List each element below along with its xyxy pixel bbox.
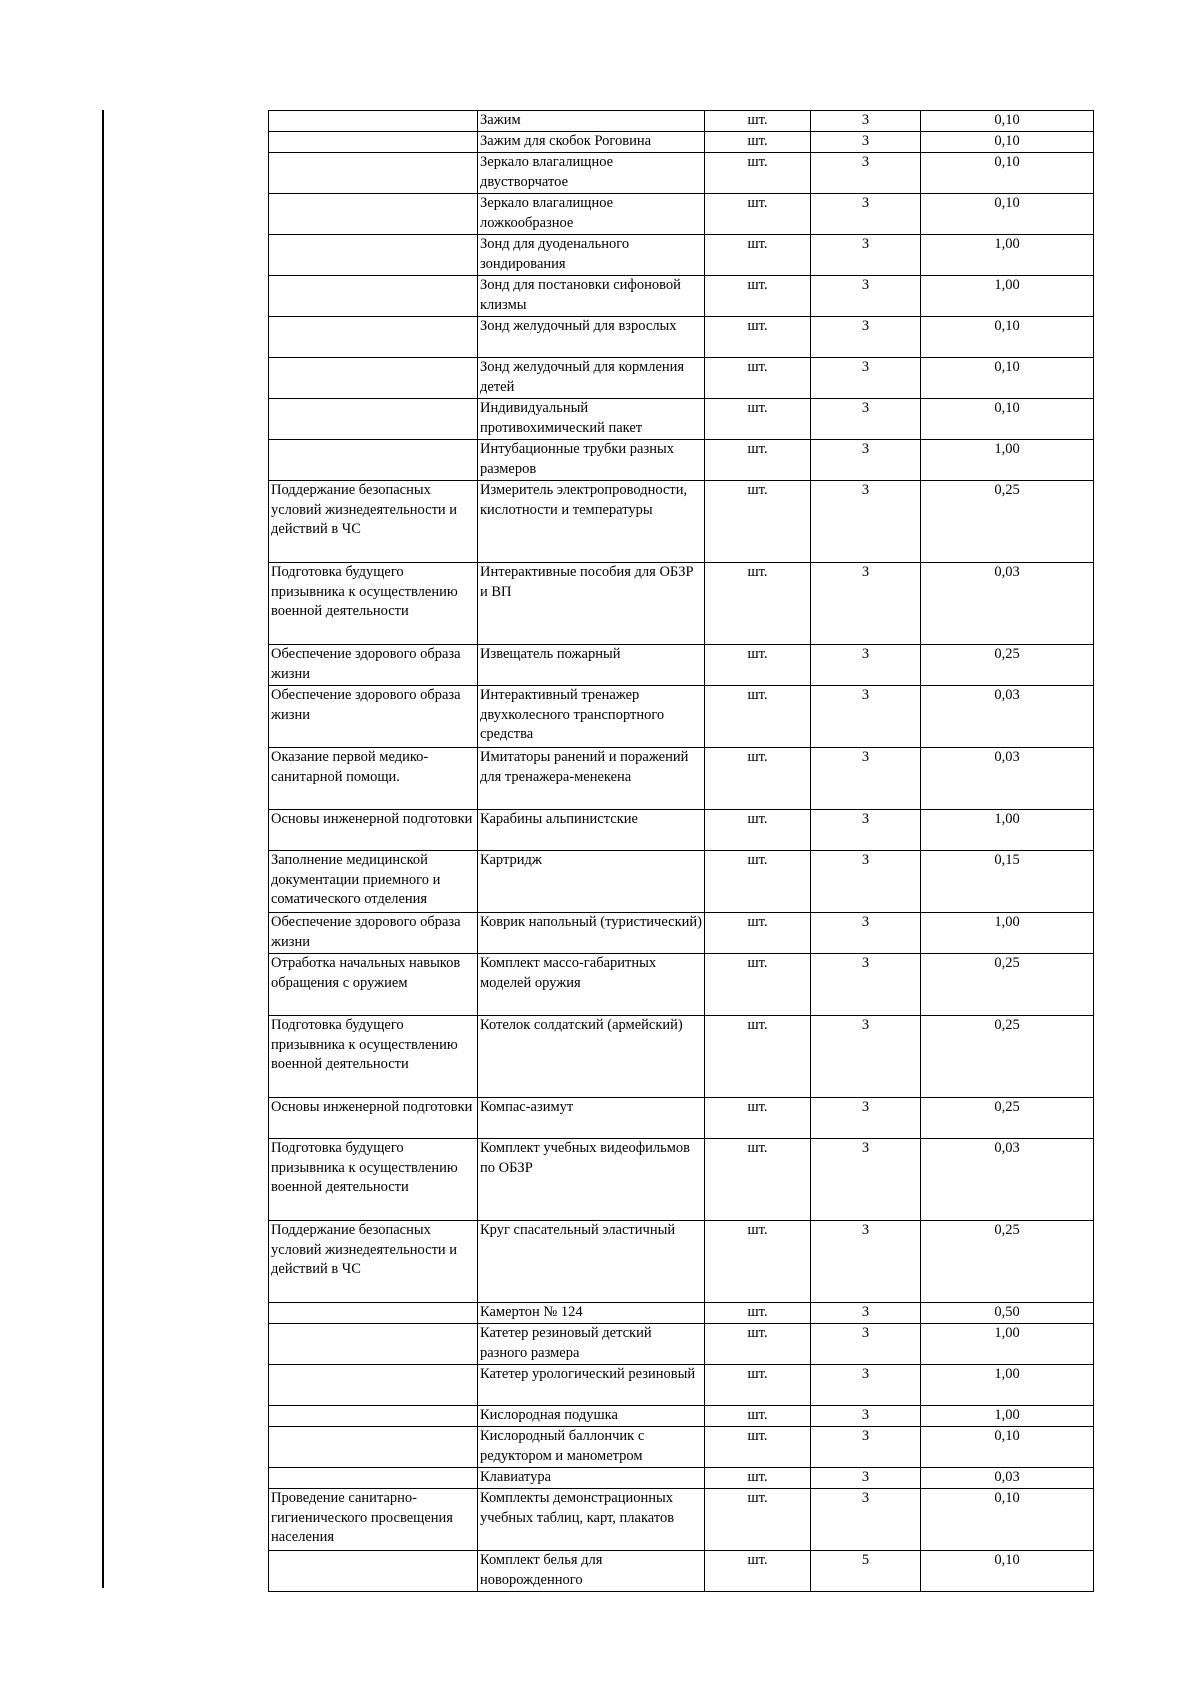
coefficient-cell: 0,03 [921,563,1094,645]
table-row [269,563,1094,645]
coefficient-cell: 0,25 [921,1098,1094,1139]
table-row [269,481,1094,563]
coefficient-cell: 0,10 [921,194,1094,235]
table-row [269,235,1094,276]
purpose-cell [269,317,478,358]
purpose-cell: Поддержание безопасных условий жизнедеятельности и действий в ЧС [269,481,478,563]
quantity-cell: 3 [811,1324,921,1365]
quantity-cell: 3 [811,1365,921,1406]
purpose-cell: Заполнение медицинской документации приемного и соматического отделения [269,851,478,913]
coefficient-cell: 1,00 [921,810,1094,851]
purpose-cell [269,153,478,194]
unit-cell: шт. [705,851,811,913]
coefficient-cell: 0,03 [921,686,1094,748]
item-name-cell: Интубационные трубки разных размеров [478,440,705,481]
coefficient-cell: 0,10 [921,399,1094,440]
unit-cell: шт. [705,1221,811,1303]
table-row [269,851,1094,913]
quantity-cell: 3 [811,810,921,851]
unit-cell: шт. [705,748,811,810]
coefficient-cell: 0,10 [921,132,1094,153]
coefficient-cell: 0,25 [921,1221,1094,1303]
quantity-cell: 3 [811,1427,921,1468]
unit-cell: шт. [705,153,811,194]
purpose-cell [269,111,478,132]
unit-cell: шт. [705,1303,811,1324]
unit-cell: шт. [705,1551,811,1592]
purpose-cell: Основы инженерной подготовки [269,810,478,851]
unit-cell: шт. [705,276,811,317]
coefficient-cell: 0,25 [921,481,1094,563]
unit-cell: шт. [705,317,811,358]
coefficient-cell: 1,00 [921,1406,1094,1427]
purpose-cell [269,440,478,481]
quantity-cell: 3 [811,399,921,440]
item-name-cell: Кислородная подушка [478,1406,705,1427]
purpose-cell [269,358,478,399]
item-name-cell: Зеркало влагалищное двустворчатое [478,153,705,194]
unit-cell: шт. [705,1324,811,1365]
coefficient-cell: 1,00 [921,276,1094,317]
coefficient-cell: 0,10 [921,111,1094,132]
item-name-cell: Коврик напольный (туристический) [478,913,705,954]
unit-cell: шт. [705,1468,811,1489]
item-name-cell: Комплекты демонстрационных учебных таблиц, карт, плакатов [478,1489,705,1551]
coefficient-cell: 0,10 [921,1427,1094,1468]
item-name-cell: Кислородный баллончик с редуктором и манометром [478,1427,705,1468]
item-name-cell: Имитаторы ранений и поражений для тренажера-менекена [478,748,705,810]
unit-cell: шт. [705,1489,811,1551]
coefficient-cell: 0,15 [921,851,1094,913]
margin-rule [102,110,104,1588]
table-row [269,1468,1094,1489]
unit-cell: шт. [705,913,811,954]
item-name-cell: Измеритель электропроводности, кислотности и температуры [478,481,705,563]
coefficient-cell: 0,25 [921,1016,1094,1098]
item-name-cell: Картридж [478,851,705,913]
coefficient-cell: 0,25 [921,645,1094,686]
quantity-cell: 3 [811,317,921,358]
unit-cell: шт. [705,194,811,235]
coefficient-cell: 0,03 [921,748,1094,810]
purpose-cell: Отработка начальных навыков обращения с оружием [269,954,478,1016]
item-name-cell: Камертон № 124 [478,1303,705,1324]
coefficient-cell: 0,25 [921,954,1094,1016]
purpose-cell [269,1365,478,1406]
unit-cell: шт. [705,1406,811,1427]
item-name-cell: Клавиатура [478,1468,705,1489]
purpose-cell: Подготовка будущего призывника к осуществлению военной деятельности [269,1139,478,1221]
table-row [269,1016,1094,1098]
item-name-cell: Комплект белья для новорожденного [478,1551,705,1592]
coefficient-cell: 0,10 [921,1489,1094,1551]
purpose-cell [269,235,478,276]
unit-cell: шт. [705,399,811,440]
unit-cell: шт. [705,1427,811,1468]
purpose-cell [269,1303,478,1324]
item-name-cell: Зеркало влагалищное ложкообразное [478,194,705,235]
purpose-cell [269,1551,478,1592]
coefficient-cell: 0,10 [921,317,1094,358]
table-row [269,645,1094,686]
table-row [269,317,1094,358]
unit-cell: шт. [705,686,811,748]
item-name-cell: Котелок солдатский (армейский) [478,1016,705,1098]
purpose-cell: Подготовка будущего призывника к осуществлению военной деятельности [269,1016,478,1098]
item-name-cell: Зонд для постановки сифоновой клизмы [478,276,705,317]
quantity-cell: 3 [811,1221,921,1303]
table-row [269,1098,1094,1139]
coefficient-cell: 0,03 [921,1468,1094,1489]
equipment-table-body [269,111,1094,1592]
quantity-cell: 3 [811,1139,921,1221]
unit-cell: шт. [705,358,811,399]
table-row [269,1324,1094,1365]
table-row [269,1551,1094,1592]
item-name-cell: Зонд желудочный для кормления детей [478,358,705,399]
purpose-cell [269,1406,478,1427]
coefficient-cell: 1,00 [921,913,1094,954]
table-row [269,440,1094,481]
purpose-cell: Подготовка будущего призывника к осуществлению военной деятельности [269,563,478,645]
quantity-cell: 3 [811,481,921,563]
table-row [269,810,1094,851]
unit-cell: шт. [705,645,811,686]
quantity-cell: 5 [811,1551,921,1592]
item-name-cell: Индивидуальный противохимический пакет [478,399,705,440]
purpose-cell: Обеспечение здорового образа жизни [269,645,478,686]
quantity-cell: 3 [811,1098,921,1139]
quantity-cell: 3 [811,194,921,235]
purpose-cell [269,132,478,153]
purpose-cell [269,194,478,235]
quantity-cell: 3 [811,851,921,913]
quantity-cell: 3 [811,235,921,276]
table-row [269,153,1094,194]
purpose-cell: Оказание первой медико-санитарной помощи. [269,748,478,810]
unit-cell: шт. [705,235,811,276]
coefficient-cell: 0,10 [921,1551,1094,1592]
coefficient-cell: 1,00 [921,440,1094,481]
quantity-cell: 3 [811,748,921,810]
quantity-cell: 3 [811,1468,921,1489]
unit-cell: шт. [705,954,811,1016]
table-row [269,1406,1094,1427]
coefficient-cell: 0,10 [921,358,1094,399]
quantity-cell: 3 [811,1016,921,1098]
unit-cell: шт. [705,481,811,563]
purpose-cell: Основы инженерной подготовки [269,1098,478,1139]
quantity-cell: 3 [811,1489,921,1551]
coefficient-cell: 1,00 [921,1324,1094,1365]
item-name-cell: Зонд для дуоденального зондирования [478,235,705,276]
purpose-cell [269,1468,478,1489]
purpose-cell [269,1324,478,1365]
item-name-cell: Извещатель пожарный [478,645,705,686]
quantity-cell: 3 [811,1303,921,1324]
table-row [269,1221,1094,1303]
table-row [269,1365,1094,1406]
table-row [269,913,1094,954]
coefficient-cell: 1,00 [921,235,1094,276]
quantity-cell: 3 [811,153,921,194]
table-row [269,358,1094,399]
item-name-cell: Зажим для скобок Роговина [478,132,705,153]
table-row [269,132,1094,153]
unit-cell: шт. [705,563,811,645]
table-row [269,1427,1094,1468]
table-row [269,1489,1094,1551]
quantity-cell: 3 [811,645,921,686]
unit-cell: шт. [705,1365,811,1406]
unit-cell: шт. [705,1098,811,1139]
unit-cell: шт. [705,111,811,132]
item-name-cell: Карабины альпинистские [478,810,705,851]
coefficient-cell: 0,10 [921,153,1094,194]
quantity-cell: 3 [811,111,921,132]
item-name-cell: Компас-азимут [478,1098,705,1139]
quantity-cell: 3 [811,686,921,748]
quantity-cell: 3 [811,563,921,645]
item-name-cell: Интерактивный тренажер двухколесного транспортного средства [478,686,705,748]
item-name-cell: Зажим [478,111,705,132]
item-name-cell: Комплект массо-габаритных моделей оружия [478,954,705,1016]
purpose-cell: Поддержание безопасных условий жизнедеятельности и действий в ЧС [269,1221,478,1303]
quantity-cell: 3 [811,1406,921,1427]
purpose-cell: Проведение санитарно-гигиенического просвещения населения [269,1489,478,1551]
table-row [269,748,1094,810]
unit-cell: шт. [705,1139,811,1221]
table-row [269,399,1094,440]
table-row [269,1303,1094,1324]
quantity-cell: 3 [811,954,921,1016]
quantity-cell: 3 [811,276,921,317]
table-row [269,111,1094,132]
unit-cell: шт. [705,132,811,153]
unit-cell: шт. [705,810,811,851]
quantity-cell: 3 [811,358,921,399]
item-name-cell: Зонд желудочный для взрослых [478,317,705,358]
quantity-cell: 3 [811,913,921,954]
quantity-cell: 3 [811,440,921,481]
unit-cell: шт. [705,440,811,481]
purpose-cell [269,1427,478,1468]
coefficient-cell: 0,03 [921,1139,1094,1221]
item-name-cell: Катетер резиновый детский разного размера [478,1324,705,1365]
item-name-cell: Катетер урологический резиновый [478,1365,705,1406]
table-row [269,194,1094,235]
table-row [269,276,1094,317]
equipment-table [268,110,1094,1592]
coefficient-cell: 1,00 [921,1365,1094,1406]
item-name-cell: Круг спасательный эластичный [478,1221,705,1303]
table-row [269,954,1094,1016]
item-name-cell: Комплект учебных видеофильмов по ОБЗР [478,1139,705,1221]
item-name-cell: Интерактивные пособия для ОБЗР и ВП [478,563,705,645]
quantity-cell: 3 [811,132,921,153]
table-row [269,1139,1094,1221]
coefficient-cell: 0,50 [921,1303,1094,1324]
table-row [269,686,1094,748]
purpose-cell [269,399,478,440]
unit-cell: шт. [705,1016,811,1098]
purpose-cell: Обеспечение здорового образа жизни [269,686,478,748]
purpose-cell [269,276,478,317]
purpose-cell: Обеспечение здорового образа жизни [269,913,478,954]
